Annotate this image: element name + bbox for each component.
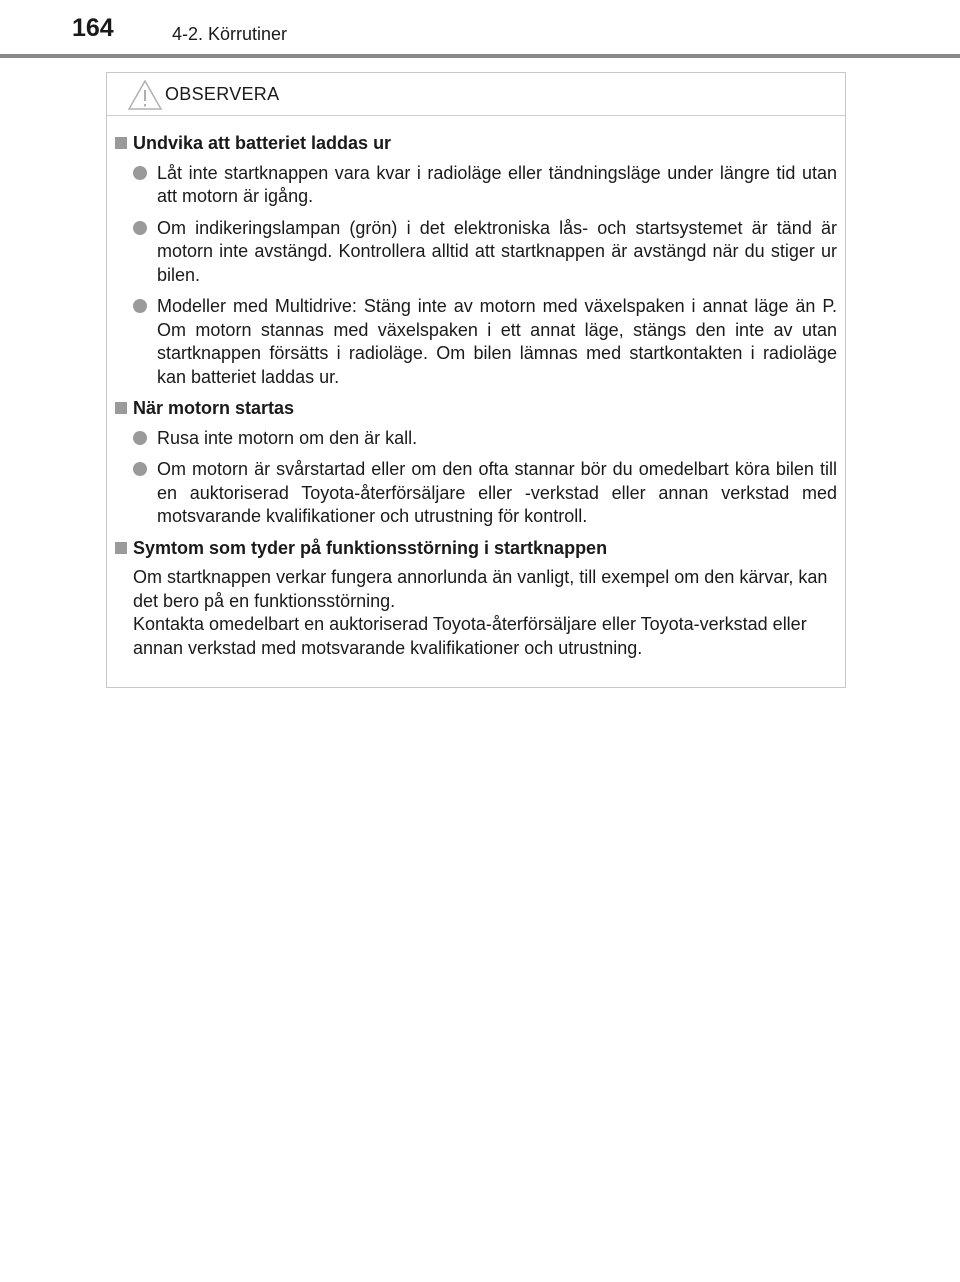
section-battery <box>113 132 837 389</box>
notice-body <box>107 116 845 660</box>
round-bullet-icon <box>133 166 147 180</box>
section-malfunction <box>113 537 837 661</box>
page-header <box>0 0 960 62</box>
round-bullet-icon <box>133 462 147 476</box>
chapter-title: 4-2. Körrutiner <box>172 24 288 44</box>
paragraph: Om startknappen verkar fungera annorlunda än vanligt, till exempel om den kärvar, kan det bero på en funktionsstörning. <box>133 567 828 611</box>
section-engine-start <box>113 397 837 529</box>
list-item: Om indikeringslampan (grön) i det elektroniska lås- och startsystemet är tänd är motorn inte avstängd. Kontrollera alltid att startknappen är avstängd när du stiger ur bilen. <box>113 217 837 288</box>
paragraph: Kontakta omedelbart en auktoriserad Toyota-återförsäljare eller Toyota-verkstad eller annan verkstad med motsvarande kvalifikationer och utrustning. <box>133 614 807 658</box>
square-bullet-icon <box>115 402 127 414</box>
list-item: Låt inte startknappen vara kvar i radioläge eller tändningsläge under längre tid utan att motorn är igång. <box>113 162 837 209</box>
header-divider <box>0 54 960 58</box>
round-bullet-icon <box>133 221 147 235</box>
round-bullet-icon <box>133 431 147 445</box>
square-bullet-icon <box>115 137 127 149</box>
warning-triangle-icon <box>127 79 163 111</box>
square-bullet-icon <box>115 542 127 554</box>
section-heading: Symtom som tyder på funktionsstörning i startknappen <box>113 537 837 561</box>
list-item: Om motorn är svårstartad eller om den ofta stannar bör du omedelbart köra bilen till en auktoriserad Toyota-återförsäljare eller -verkstad eller annan verkstad med motsvarande kvalifikationer och utrustning för kontroll. <box>113 458 837 529</box>
notice-box <box>106 72 846 688</box>
round-bullet-icon <box>133 299 147 313</box>
section-heading: Undvika att batteriet laddas ur <box>113 132 837 156</box>
notice-label: OBSERVERA <box>165 84 280 104</box>
notice-header <box>107 73 845 116</box>
list-item: Modeller med Multidrive: Stäng inte av motorn med växelspaken i annat läge än P. Om motorn stannas med växelspaken i ett annat läge, stängs den inte av utan startknappen försätts i radioläge. Om bilen lämnas med startkontakten i radioläge kan batteriet laddas ur. <box>113 295 837 389</box>
list-item: Rusa inte motorn om den är kall. <box>113 427 837 451</box>
section-heading: När motorn startas <box>113 397 837 421</box>
page-number: 164 <box>72 14 114 42</box>
